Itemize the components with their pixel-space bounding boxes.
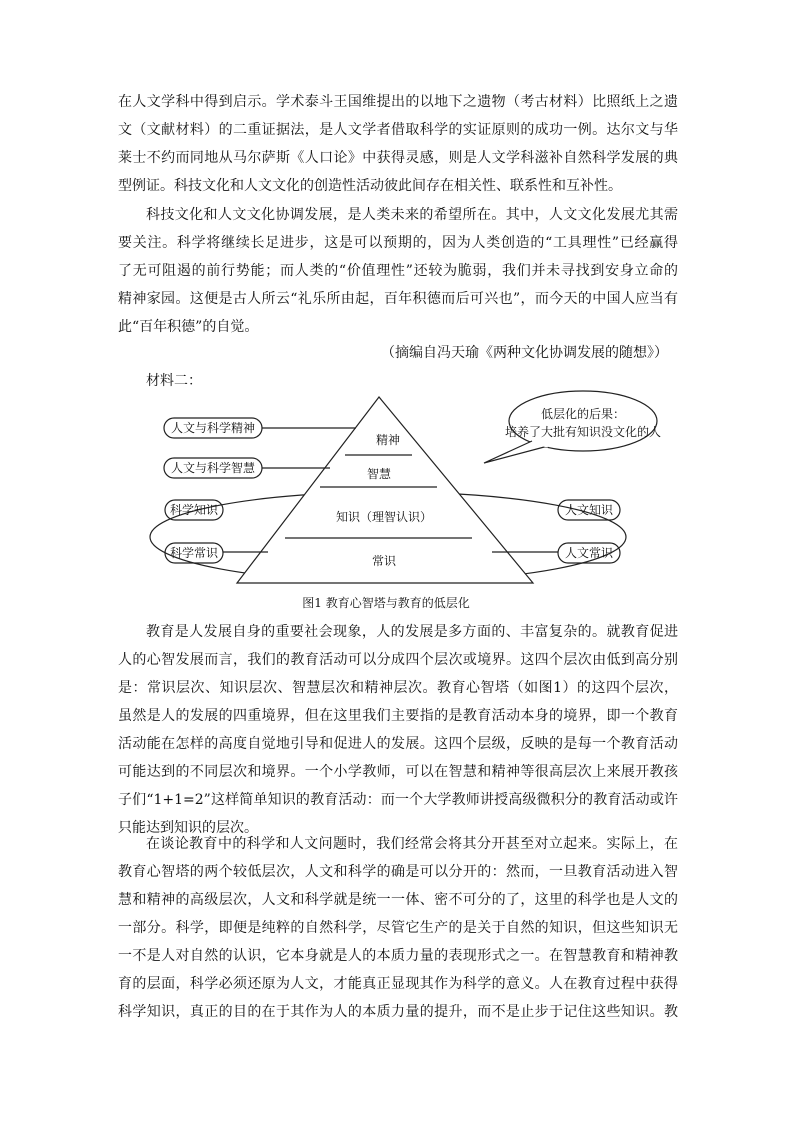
paragraph-line: 要关注。科学将继续长足进步，这是可以预期的，因为人类创造的“工具理性”已经赢得	[118, 235, 678, 251]
paragraph-line: 只能达到知识的层次。	[118, 820, 258, 836]
bubble-text: 培养了大批有知识没文化的人	[504, 425, 662, 439]
material-2-label: 材料二：	[146, 373, 202, 389]
paragraph-line: 此“百年积德”的自觉。	[118, 319, 259, 335]
figure-caption: 图1 教育心智塔与教育的低层化	[302, 596, 470, 610]
source-citation: （摘编自冯天瑜《两种文化协调发展的随想》）	[381, 345, 668, 361]
paragraph-line: 育的层面，科学必须还原为人文，才能真正显现其作为科学的意义。人在教育过程中获得	[118, 976, 678, 992]
paragraph-line: 人的心智发展而言，我们的教育活动可以分成四个层次或境界。这四个层次由低到高分别	[118, 652, 678, 668]
paragraph-line: 精神家园。这便是古人所云“礼乐所由起，百年积德而后可兴也”，而今天的中国人应当有	[118, 291, 678, 307]
level-label-wisdom: 智慧	[366, 467, 392, 481]
paragraph-line: 科技文化和人文文化协调发展，是人类未来的希望所在。其中，人文文化发展尤其需	[146, 207, 678, 223]
paragraph-line: 可能达到的不同层次和境界。一个小学教师，可以在智慧和精神等很高层次上来展开教孩	[118, 764, 678, 780]
paragraph-line: 一不是人对自然的认识，它本身就是人的本质力量的表现形式之一。在智慧教育和精神教	[118, 948, 678, 964]
bubble-text: 低层化的后果：	[540, 407, 626, 421]
paragraph-line: 虽然是人的发展的四重境界，但在这里我们主要指的是教育活动本身的境界，即一个教育	[118, 708, 678, 724]
paragraph-line: 是：常识层次、知识层次、智慧层次和精神层次。教育心智塔（如图1）的这四个层次，	[118, 680, 678, 696]
paragraph-line: 一部分。科学，即便是纯粹的自然科学，尽管它生产的是关于自然的知识，但这些知识无	[118, 920, 678, 936]
paragraph-line: 了无可阻遏的前行势能；而人类的“价值理性”还较为脆弱，我们并未寻找到安身立命的	[118, 263, 678, 279]
level-label-spirit: 精神	[375, 433, 401, 447]
paragraph-line: 慧和精神的高级层次，人文和科学就是统一一体、密不可分的了，这里的科学也是人文的	[118, 892, 678, 908]
paragraph-line: 在人文学科中得到启示。学术泰斗王国维提出的以地下之遗物（考古材料）比照纸上之遗	[118, 94, 678, 110]
paragraph-line: 文（文献材料）的二重证据法，是人文学者借取科学的实证原则的成功一例。达尔文与华	[118, 122, 678, 138]
left-label: 科学知识	[169, 503, 219, 517]
paragraph-line: 在谈论教育中的科学和人文问题时，我们经常会将其分开甚至对立起来。实际上，在	[146, 836, 678, 852]
paragraph-line: 活动能在怎样的高度自觉地引导和促进人的发展。这四个层级，反映的是每一个教育活动	[118, 736, 678, 752]
paragraph-line: 型例证。科技文化和人文文化的创造性活动彼此间存在相关性、联系性和互补性。	[118, 178, 622, 194]
right-label: 人文常识	[564, 546, 614, 560]
paragraph-line: 子们“1+1=2”这样简单知识的教育活动：而一个大学教师讲授高级微积分的教育活动或许	[118, 792, 678, 808]
left-label: 人文与科学精神	[170, 421, 256, 435]
paragraph-line: 科学知识，真正的目的在于其作为人的本质力量的提升，而不是止步于记住这些知识。教	[118, 1004, 678, 1020]
right-label: 人文知识	[564, 503, 614, 517]
level-label-common: 常识	[371, 554, 397, 568]
paragraph-line: 莱士不约而同地从马尔萨斯《人口论》中获得灵感，则是人文学科滋补自然科学发展的典	[118, 150, 678, 166]
left-label: 人文与科学智慧	[170, 461, 256, 475]
paragraph-line: 教育心智塔的两个较低层次，人文和科学的确是可以分开的：然而，一旦教育活动进入智	[118, 864, 678, 880]
level-label-knowledge: 知识（理智认识）	[335, 510, 433, 524]
left-label: 科学常识	[169, 546, 219, 560]
paragraph-line: 教育是人发展自身的重要社会现象，人的发展是多方面的、丰富复杂的。就教育促进	[146, 624, 678, 640]
